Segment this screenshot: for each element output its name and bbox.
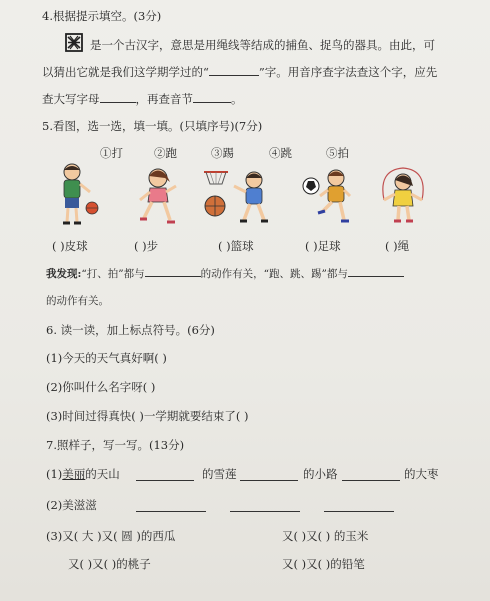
boy-bouncing-ball-illustration (52, 162, 104, 228)
q5-answer-basketball[interactable]: ( )篮球 (218, 239, 254, 253)
q7-row1 (46, 466, 120, 482)
q7-row4-peach[interactable]: 又( )又( )的桃子 (68, 557, 151, 571)
girl-running-illustration (132, 166, 184, 228)
q4-line1: 是一个古汉字，意思是用绳线等结成的捕鱼、捉鸟的器具。由此，可 (90, 38, 435, 52)
q7-title: 7.照样子，写一写。(13分) (46, 438, 185, 452)
q7-row1-blank-2[interactable] (240, 470, 298, 481)
q5-discovery-blank-1[interactable] (145, 266, 201, 277)
q7-row1-text-d: 的大枣 (404, 467, 439, 481)
q4-blank-letter[interactable] (100, 92, 136, 103)
q7-row1-blank-3[interactable] (342, 470, 400, 481)
q5-discovery-text-b: 的动作有关，“跑、跳、踢”都与 (200, 268, 348, 280)
q4-line2 (42, 64, 437, 80)
q4-line2-text-a: 以猜出它就是我们这学期学过的“ (42, 65, 209, 79)
q5-discovery-end: 的动作有关。 (46, 295, 109, 307)
q5-title: 5.看图，选一选，填一填。(只填序号)(7分) (42, 119, 263, 133)
q7-row1-example: 美丽 (62, 467, 86, 481)
q7-row3-corn[interactable]: 又( )又( ) 的玉米 (282, 529, 369, 543)
q7-row1-text-c: 的小路 (303, 467, 338, 481)
q4-line3-text-a: 查大写字母 (42, 92, 100, 106)
q5-answer-step[interactable]: ( )步 (134, 239, 159, 253)
q6-item-3[interactable]: (3)时间过得真快( )一学期就要结束了( ) (46, 409, 249, 423)
q5-discovery-text-a: “打、拍”都与 (81, 268, 145, 280)
q6-title: 6. 读一读，加上标点符号。(6分) (46, 323, 215, 337)
q7-row2-label: (2)美滋滋 (46, 498, 97, 512)
q7-row3-example: (3)又( 大 )又( 圆 )的西瓜 (46, 529, 176, 543)
q4-title: 4.根据提示填空。(3分) (42, 9, 162, 23)
boy-basketball-illustration (200, 166, 274, 228)
q5-discovery-label: 我发现: (46, 268, 82, 280)
q4-blank-syllable[interactable] (193, 92, 231, 103)
q4-line3-text-b: ，再查音节 (135, 92, 193, 106)
q5-option-1: ①打 (100, 146, 123, 160)
q5-option-3: ③踢 (211, 146, 234, 160)
q6-item-2[interactable]: (2)你叫什么名字呀( ) (46, 380, 156, 394)
ancient-character-glyph (65, 33, 83, 52)
q7-row2-blank-3[interactable] (324, 501, 394, 512)
q7-row1-text-b: 的雪莲 (202, 467, 237, 481)
q6-item-1[interactable]: (1)今天的天气真好啊( ) (46, 351, 167, 365)
q5-discovery-blank-2[interactable] (348, 266, 404, 277)
q5-answer-ball[interactable]: ( )皮球 (52, 239, 88, 253)
boy-kicking-football-illustration (300, 166, 356, 228)
girl-jumping-rope-illustration (374, 166, 432, 228)
q5-answer-football[interactable]: ( )足球 (305, 239, 341, 253)
q5-option-4: ④跳 (269, 146, 292, 160)
q7-row2-blank-2[interactable] (230, 501, 300, 512)
q7-row1-blank-1[interactable] (136, 470, 194, 481)
q4-line3 (42, 91, 243, 107)
q4-blank-character[interactable] (209, 65, 259, 76)
q5-option-2: ②跑 (154, 146, 177, 160)
q7-row1-text-a: 的天山 (85, 467, 120, 481)
q5-option-5: ⑤拍 (326, 146, 349, 160)
q5-answer-rope[interactable]: ( )绳 (385, 239, 410, 253)
q5-discovery-line (46, 266, 404, 281)
q4-line3-text-c: 。 (231, 92, 243, 106)
q7-row2-blank-1[interactable] (136, 501, 206, 512)
q7-row1-prefix: (1) (46, 467, 63, 481)
q4-line2-text-b: ”字。用音序查字法查这个字，应先 (258, 65, 438, 79)
q7-row4-pencil[interactable]: 又( )又( )的铅笔 (282, 557, 365, 571)
